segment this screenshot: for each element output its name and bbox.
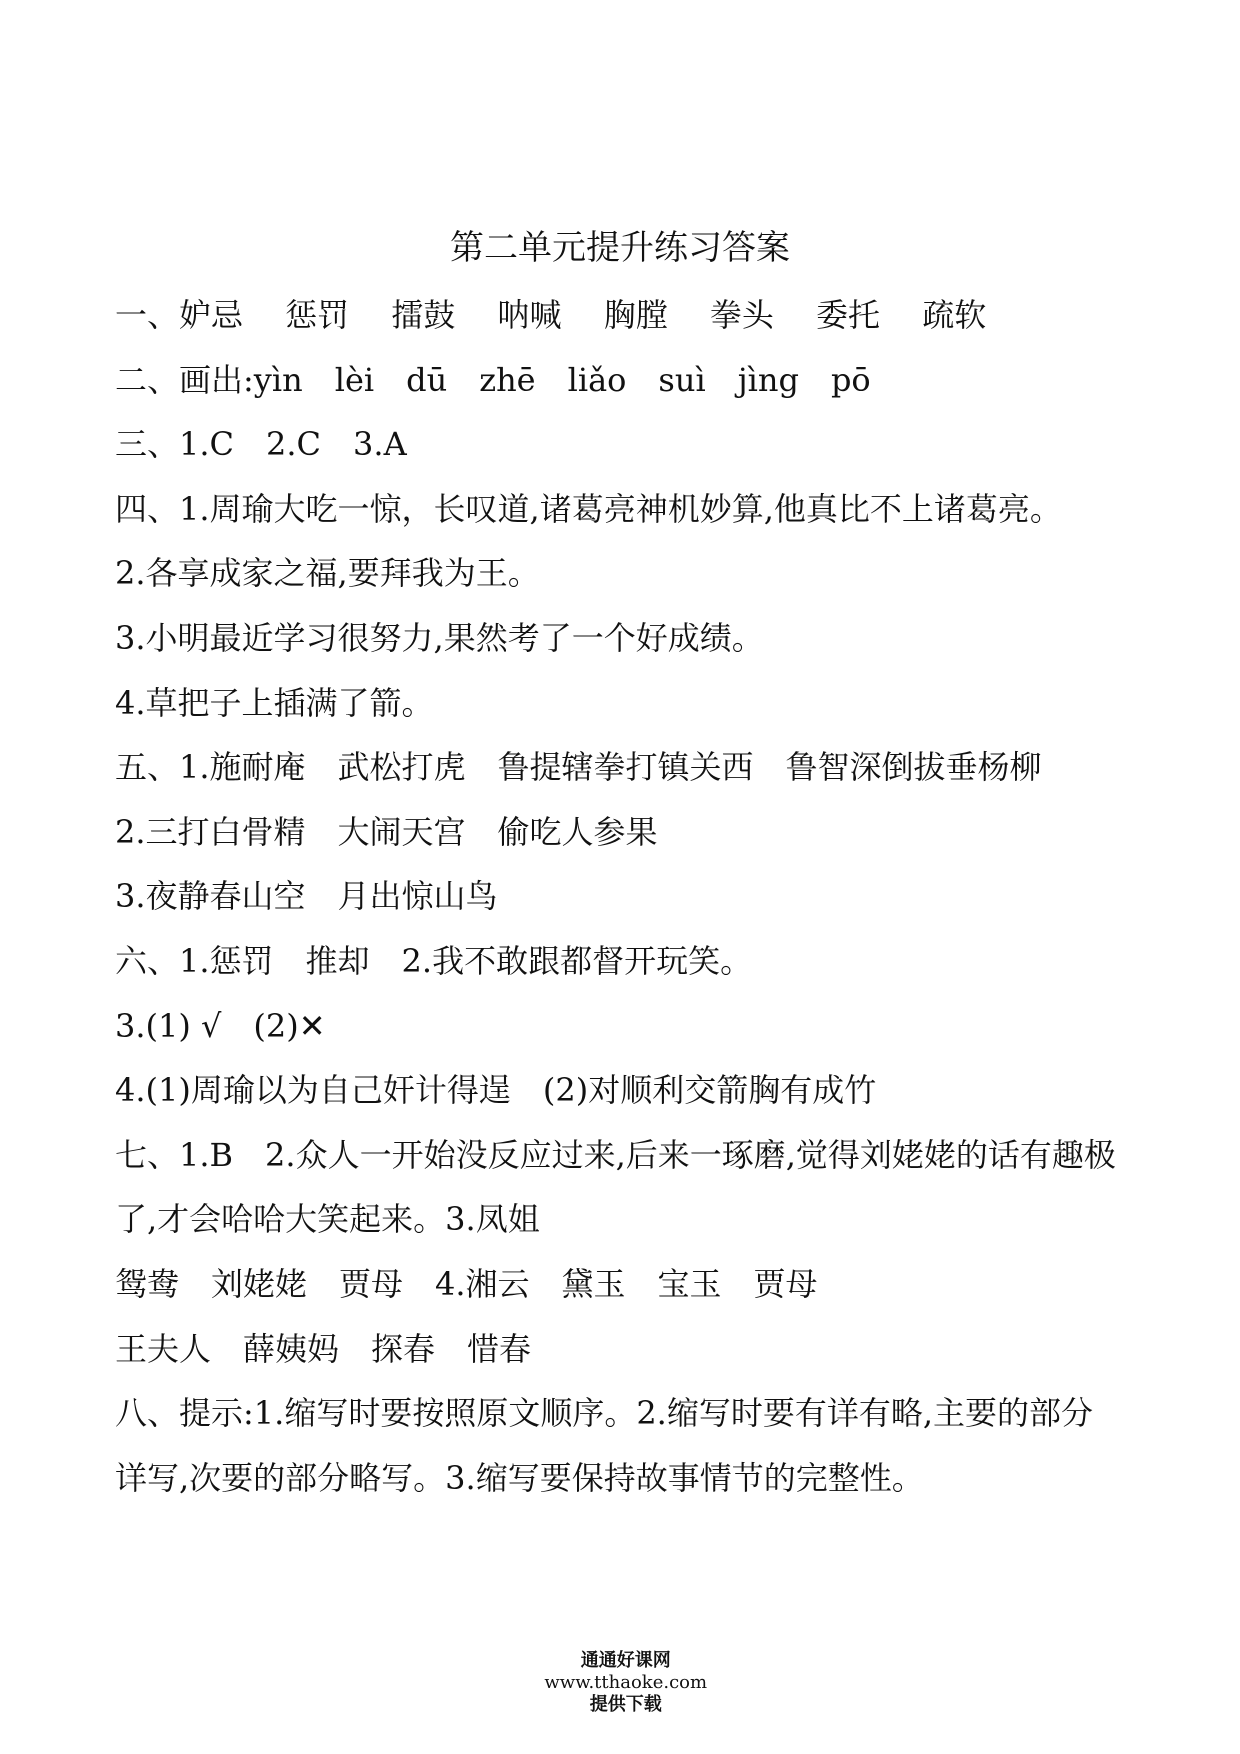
answer-line: 3.夜静春山空 月出惊山鸟	[115, 877, 498, 916]
footer-site-name: 通通好课网	[580, 1650, 671, 1671]
answer-line: 二、画出:yìn lèi dū zhē liǎo suì jìng pō	[115, 360, 871, 399]
answer-line: 五、1.施耐庵 武松打虎 鲁提辖拳打镇关西 鲁智深倒拔垂杨柳	[115, 748, 1042, 787]
answer-line: 3.(1) √ (2)✕	[115, 1006, 326, 1045]
answer-line: 了,才会哈哈大笑起来。3.凤姐	[115, 1200, 540, 1239]
footer-url[interactable]: www.tthaoke.com	[544, 1672, 708, 1693]
answer-line: 鸳鸯 刘姥姥 贾母 4.湘云 黛玉 宝玉 贾母	[115, 1264, 818, 1303]
answer-line: 4.(1)周瑜以为自己奸计得逞 (2)对顺利交箭胸有成竹	[115, 1071, 877, 1110]
answer-line: 4.草把子上插满了箭。	[115, 683, 434, 722]
answer-line: 3.小明最近学习很努力,果然考了一个好成绩。	[115, 618, 764, 657]
footer	[0, 1628, 1240, 1716]
answer-line: 详写,次要的部分略写。3.缩写要保持故事情节的完整性。	[115, 1458, 924, 1497]
answer-line: 王夫人 薛姨妈 探春 惜春	[115, 1329, 532, 1368]
answer-line: 六、1.惩罚 推却 2.我不敢跟都督开玩笑。	[115, 941, 753, 980]
answer-line: 八、提示:1.缩写时要按照原文顺序。2.缩写时要有详有略,主要的部分	[115, 1394, 1094, 1433]
answer-line: 三、1.C 2.C 3.A	[115, 425, 407, 464]
page-title: 第二单元提升练习答案	[450, 228, 790, 268]
answer-lines	[115, 290, 1145, 1517]
footer-suffix: 提供下载	[589, 1694, 662, 1715]
answer-line: 一、妒忌 惩罚 擂鼓 呐喊 胸膛 拳头 委托 疏软	[115, 296, 987, 334]
answer-line: 七、1.B 2.众人一开始没反应过来,后来一琢磨,觉得刘姥姥的话有趣极	[115, 1135, 1116, 1174]
answer-line: 四、1.周瑜大吃一惊，长叹道,诸葛亮神机妙算,他真比不上诸葛亮。	[115, 489, 1062, 528]
answer-line: 2.三打白骨精 大闹天宫 偷吃人参果	[115, 812, 658, 851]
answer-line: 2.各享成家之福,要拜我为王。	[115, 554, 540, 593]
